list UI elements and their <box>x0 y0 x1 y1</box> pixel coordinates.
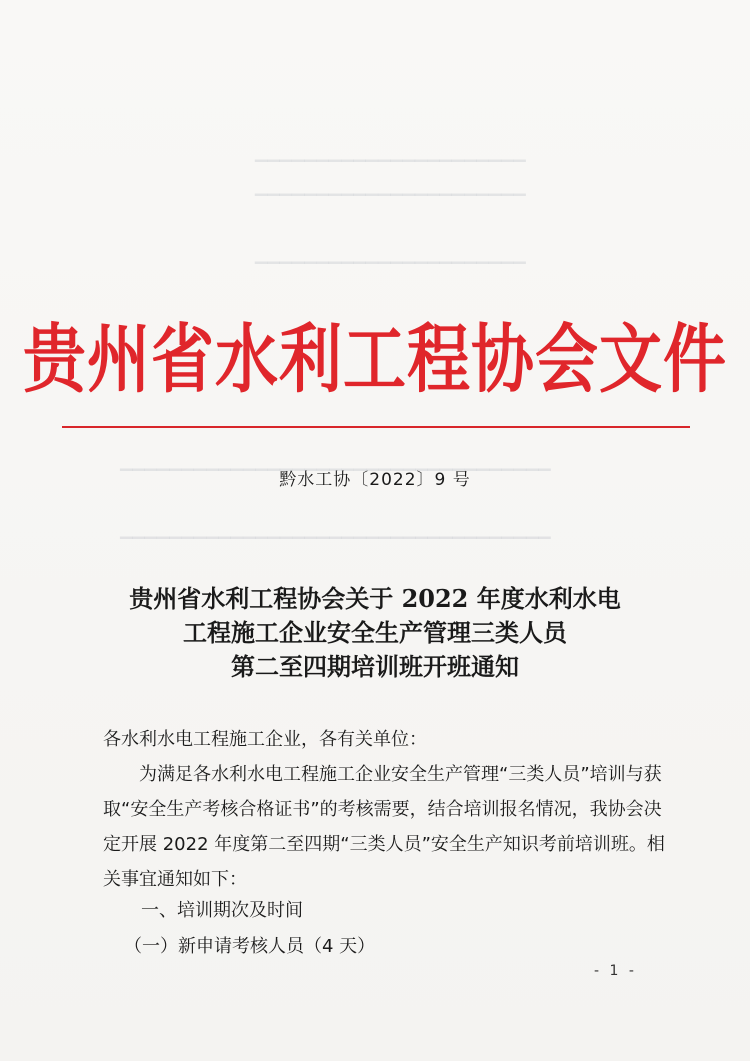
document-number: 黔水工协〔2022〕9 号 <box>279 470 471 490</box>
section-1 <box>124 893 376 965</box>
show-through-text: ▁▁▁▁▁▁▁▁▁▁▁▁▁▁▁▁▁▁▁▁▁▁ <box>255 177 526 196</box>
notice-title <box>0 582 750 684</box>
section-heading: 一、培训期次及时间 <box>141 900 303 921</box>
document-body <box>103 722 673 897</box>
page-number: - 1 - <box>594 963 637 979</box>
notice-title-line: 贵州省水利工程协会关于 2022 年度水利水电 <box>129 584 621 613</box>
org-header-title: 贵州省水利工程协会文件 <box>23 315 727 403</box>
body-paragraph: 为满足各水利水电工程施工企业安全生产管理“三类人员”培训与获取“安全生产考核合格证书”的考核需要，结合培训报名情况，我协会决定开展 2022 年度第二至四期“三类人员”安全生产知识考前培训班。相关事宜通知如下： <box>103 764 665 890</box>
show-through-text: ▁▁▁▁▁▁▁▁▁▁▁▁▁▁▁▁▁▁▁▁▁▁ <box>255 245 526 264</box>
salutation: 各水利水电工程施工企业，各有关单位： <box>103 729 427 750</box>
show-through-text: ▁▁▁▁▁▁▁▁▁▁▁▁▁▁▁▁▁▁▁▁▁▁ <box>255 143 526 162</box>
notice-title-line: 第二至四期培训班开班通知 <box>231 652 519 681</box>
show-through-text: ▁▁▁▁▁▁▁▁▁▁▁▁▁▁▁▁▁▁▁▁▁▁▁▁▁▁▁▁▁▁▁▁▁▁▁ <box>120 452 551 471</box>
header-red-rule <box>62 426 690 428</box>
subsection-heading: （一）新申请考核人员（4 天） <box>124 936 376 957</box>
notice-title-line: 工程施工企业安全生产管理三类人员 <box>183 618 567 647</box>
show-through-text: ▁▁▁▁▁▁▁▁▁▁▁▁▁▁▁▁▁▁▁▁▁▁▁▁▁▁▁▁▁▁▁▁▁▁▁ <box>120 520 551 539</box>
